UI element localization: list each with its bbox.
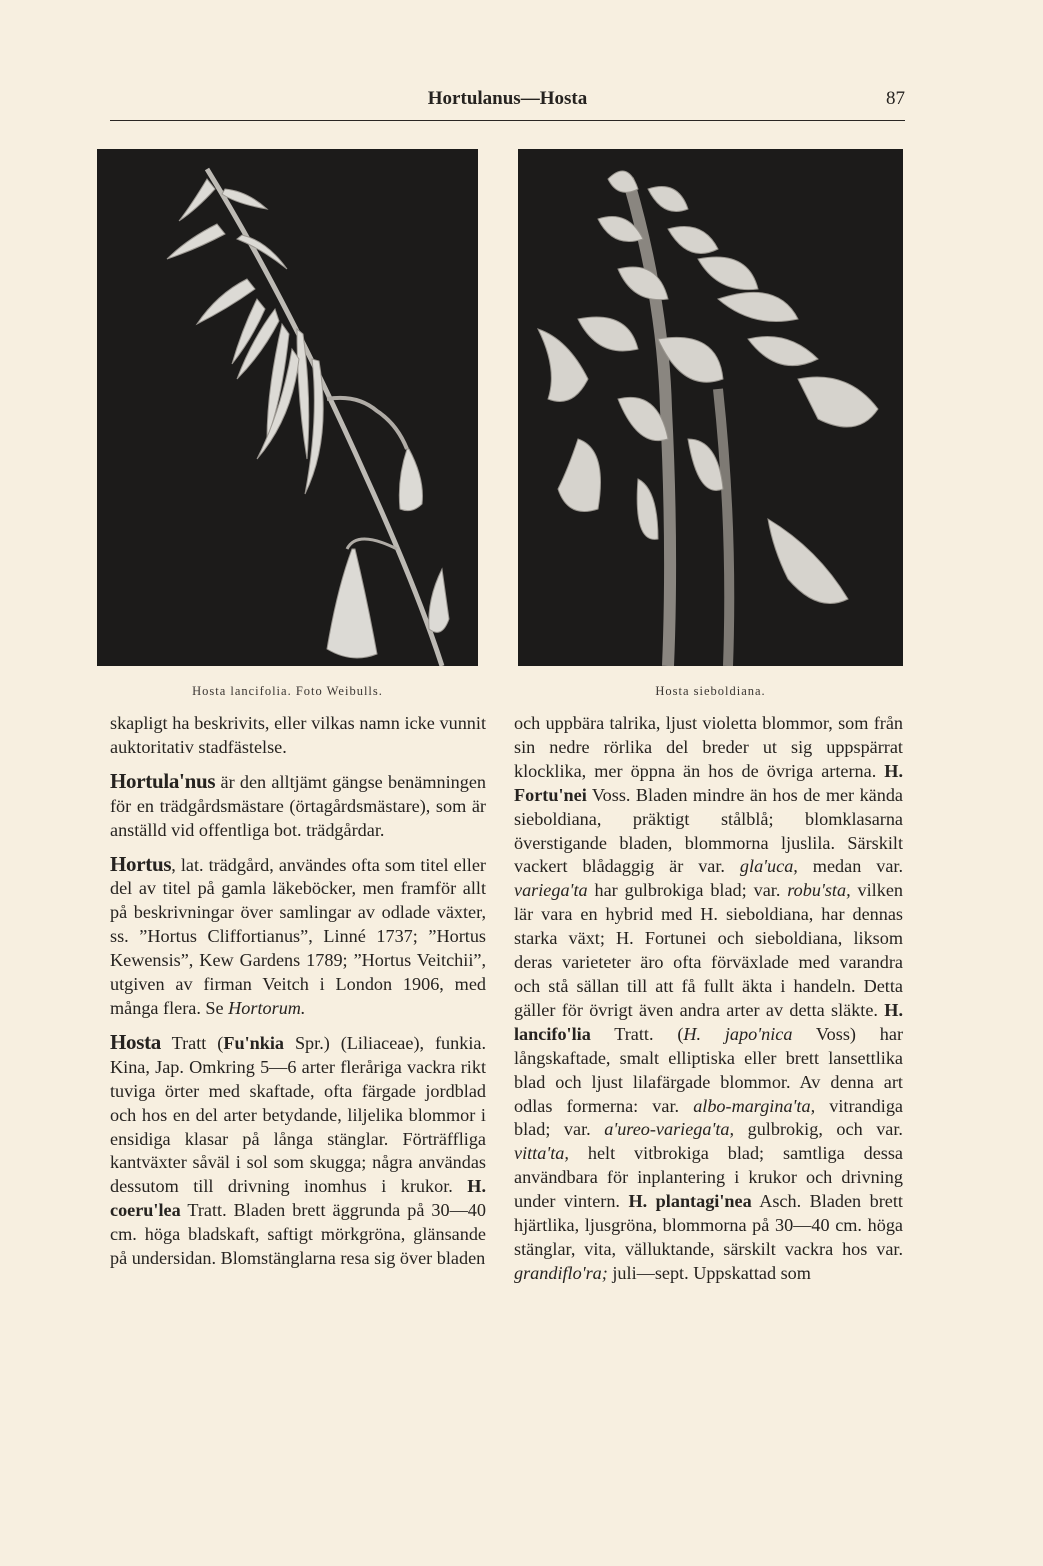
variety-glauca: gla'uca, bbox=[739, 856, 798, 877]
variety-aureo-variegata: a'ureo-variega'ta, bbox=[604, 1119, 735, 1140]
entry-text: Tratt ( bbox=[161, 1032, 224, 1053]
variety-vittata: vitta'ta, bbox=[514, 1143, 569, 1164]
species-coerulea: H. coeru'lea bbox=[110, 1176, 486, 1221]
entry-text: Voss. Bladen mindre än hos de mer kända sieboldiana, präktigt stålblå; blomklasarna överstigande bladen, blommorna ljuslila. Särskilt vackert blådaggig är var. bbox=[514, 784, 903, 877]
entry-text: vitrandiga blad; var. bbox=[514, 1095, 903, 1140]
species-plantaginea: H. plantagi'nea bbox=[628, 1191, 752, 1212]
entry-hosta bbox=[110, 1031, 486, 1271]
paragraph-continuation: skapligt ha beskrivits, eller vilkas namn icke vunnit auktoritativ stadfästelse. bbox=[110, 713, 486, 757]
entry-text: helt vitbrokiga blad; samtliga dessa användbara för inplantering i krukor och drivning under vintern. bbox=[514, 1143, 903, 1212]
variety-robusta: robu'sta, bbox=[787, 880, 851, 901]
lemma-hortus: Hortus bbox=[110, 851, 172, 876]
entry-text: Tratt. Bladen brett äggrunda på 30—40 cm. höga bladskaft, saftigt mörkgröna, glänsande på undersidan. Blomstänglarna resa sig över bladen bbox=[110, 1200, 486, 1269]
text-column-right bbox=[514, 712, 903, 1286]
page-number: 87 bbox=[886, 88, 905, 109]
species-fortunei: H. Fortu'nei bbox=[514, 760, 903, 805]
synonym-japonica: H. japo'nica bbox=[683, 1023, 793, 1044]
header-title: Hortulanus—Hosta bbox=[427, 88, 588, 109]
entry-hortulanus bbox=[110, 770, 486, 843]
entry-text: har gulbrokiga blad; var. bbox=[587, 880, 788, 901]
text-column-left bbox=[110, 712, 486, 1271]
entry-text: Asch. Bladen brett hjärtlika, ljusgröna, blommorna på 30—40 cm. höga stänglar, vita, välluktande, särskilt vackra hos var. bbox=[514, 1191, 903, 1259]
lemma-hosta: Hosta bbox=[110, 1029, 162, 1054]
entry-text: medan var. bbox=[797, 856, 903, 877]
entry-text: vilken lär vara en hybrid med H. sieboldiana, har dennas starka växt; H. Fortunei och sieboldiana, liksom deras varieteter äro ofta förväxlade med varandra och stå sällan till att få fullt äkta i handeln. Detta gäller för övrigt även andra arter av detta släkte. bbox=[514, 880, 903, 1020]
header-rule bbox=[110, 120, 905, 121]
variety-albo-marginata: albo-margina'ta, bbox=[693, 1095, 816, 1116]
variety-grandiflora: grandiflo'ra; bbox=[514, 1262, 608, 1283]
hosta-lancifolia-photo bbox=[97, 149, 478, 666]
hosta-sieboldiana-photo bbox=[518, 149, 903, 666]
entry-hortus bbox=[110, 853, 486, 1021]
figure-caption-left: Hosta lancifolia. Foto Weibulls. bbox=[192, 684, 383, 698]
entry-text: Tratt. ( bbox=[590, 1023, 684, 1044]
entry-text: Spr.) (Liliaceae), funkia. Kina, Jap. Omkring 5—6 arter fleråriga vackra rikt tuviga örter med skaftade, ofta färgade jordblad och hos en del arter betydande, liljelika blommor i ensidiga klasar på långa stänglar. Förträffliga kantväxter såväl i sol som skugga; några användas dessutom till drivning inomhus i krukor. bbox=[110, 1032, 486, 1197]
figure-caption-right: Hosta sieboldiana. bbox=[655, 684, 766, 698]
variety-variegata: variega'ta bbox=[514, 880, 588, 901]
cross-reference-link: Hortorum. bbox=[228, 997, 306, 1018]
entry-text: Voss) har långskaftade, smalt elliptiska eller brett lansettlika blad och ljust lilafärgade blommor. Av denna art odlas formerna: var. bbox=[514, 1023, 904, 1116]
synonym-funkia: Fu'nkia bbox=[223, 1032, 284, 1053]
running-header bbox=[110, 88, 905, 118]
entry-text: juli—sept. Uppskattad som bbox=[607, 1262, 811, 1283]
entry-text: och uppbära talrika, ljust violetta blommor, som från sin nedre rörlika del breder ut sig uppspärrat klocklika, mer öppna än hos de övriga arterna. bbox=[514, 713, 903, 781]
entry-text: är den alltjämt gängse benämningen för en trädgårdsmästare (örtagårdsmästare), som är anställd vid offentliga bot. trädgårdar. bbox=[110, 771, 486, 840]
entry-text: , lat. trädgård, användes ofta som titel eller del av titel på gamla läkeböcker, men framför allt på beskrivningar över samlingar av odlade växter, ss. ”Hortus Cliffortianus”, Linné 1737; ”Hortus Kewensis”, Kew Gardens 1789; ”Hortus Veitchii”, utgiven av firman Veitch i London 1906, med många flera. Se bbox=[110, 854, 486, 1018]
entry-text: gulbrokig, och var. bbox=[734, 1119, 903, 1140]
species-lancifolia: H. lancifo'lia bbox=[514, 999, 903, 1044]
flower-illustration-icon bbox=[97, 149, 478, 666]
entry-hosta-continued bbox=[514, 712, 903, 1286]
lemma-hortulanus: Hortula'nus bbox=[110, 768, 216, 793]
flower-cluster-illustration-icon bbox=[518, 149, 903, 666]
